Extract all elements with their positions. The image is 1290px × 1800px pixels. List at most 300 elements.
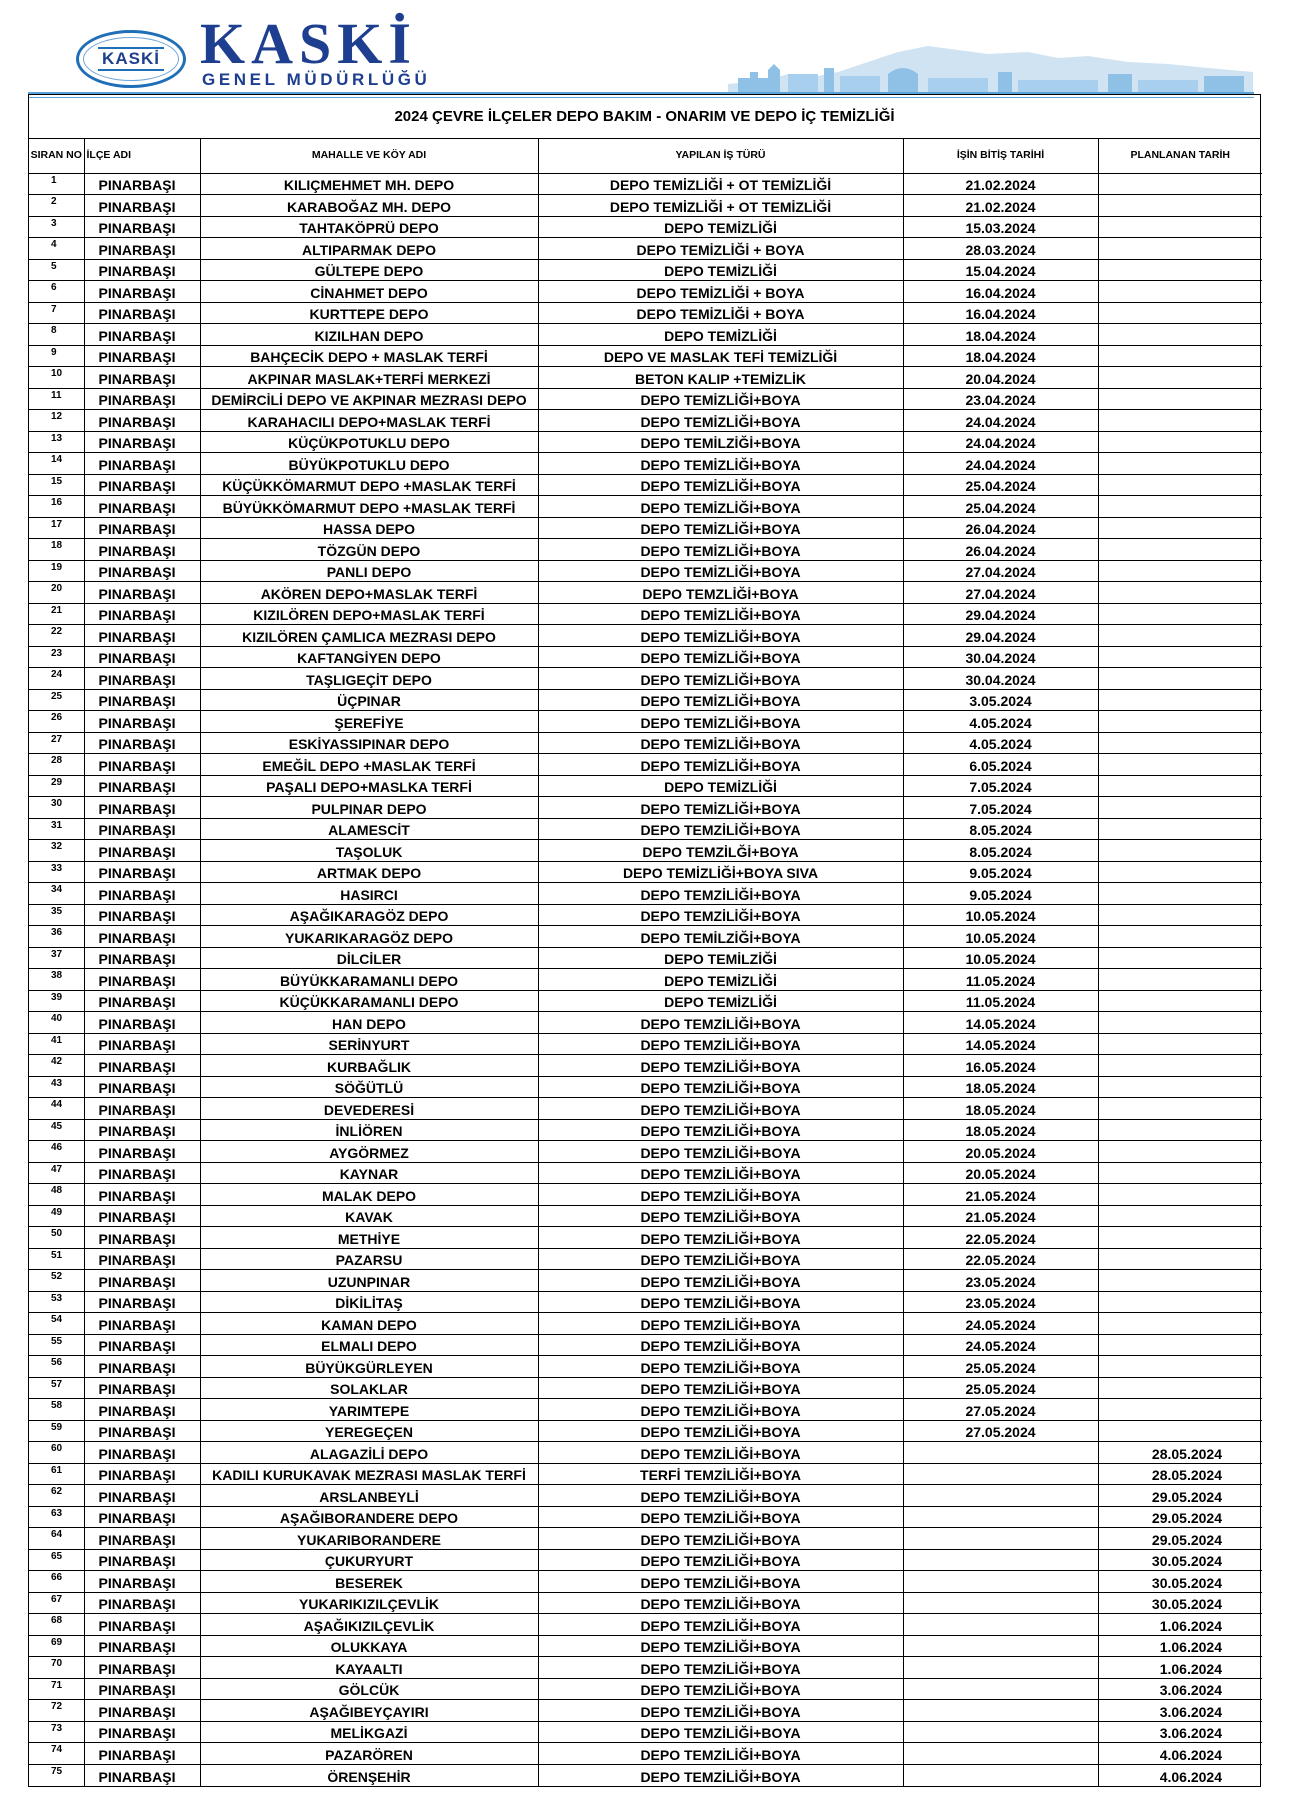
row-is-turu: DEPO TEMZİLİĞİ+BOYA: [538, 1678, 903, 1700]
row-mahalle: AYGÖRMEZ: [200, 1141, 538, 1163]
table-row: [29, 195, 1262, 217]
row-mahalle: AŞAĞIKARAGÖZ DEPO: [200, 904, 538, 926]
row-is-turu: DEPO VE MASLAK TEFİ TEMİZLİĞİ: [538, 345, 903, 367]
row-planlanan-tarih: [1098, 259, 1262, 281]
row-ilce: PINARBAŞI: [84, 453, 200, 475]
row-no: 56: [29, 1356, 84, 1378]
row-bitis-tarihi: 26.04.2024: [903, 539, 1098, 561]
row-is-turu: DEPO TEMZİLİĞİ+BOYA: [538, 1076, 903, 1098]
row-mahalle: HASIRCI: [200, 883, 538, 905]
row-planlanan-tarih: 29.05.2024: [1098, 1485, 1262, 1507]
row-mahalle: KILIÇMEHMET MH. DEPO: [200, 173, 538, 195]
table-row: [29, 1184, 1262, 1206]
row-is-turu: DEPO TEMZİLİĞİ+BOYA: [538, 1721, 903, 1743]
row-bitis-tarihi: 21.02.2024: [903, 173, 1098, 195]
row-no: 40: [29, 1012, 84, 1034]
row-planlanan-tarih: [1098, 754, 1262, 776]
row-ilce: PINARBAŞI: [84, 1076, 200, 1098]
row-planlanan-tarih: 29.05.2024: [1098, 1528, 1262, 1550]
row-planlanan-tarih: [1098, 1334, 1262, 1356]
row-mahalle: TÖZGÜN DEPO: [200, 539, 538, 561]
row-mahalle: AŞAĞIBORANDERE DEPO: [200, 1506, 538, 1528]
row-planlanan-tarih: [1098, 216, 1262, 238]
row-no: 4: [29, 238, 84, 260]
table-row: [29, 1248, 1262, 1270]
row-bitis-tarihi: 20.05.2024: [903, 1162, 1098, 1184]
row-mahalle: HAN DEPO: [200, 1012, 538, 1034]
row-ilce: PINARBAŞI: [84, 582, 200, 604]
row-planlanan-tarih: [1098, 1205, 1262, 1227]
row-bitis-tarihi: 8.05.2024: [903, 840, 1098, 862]
row-bitis-tarihi: 16.05.2024: [903, 1055, 1098, 1077]
row-bitis-tarihi: 26.04.2024: [903, 517, 1098, 539]
row-mahalle: YUKARIKIZILÇEVLİK: [200, 1592, 538, 1614]
row-bitis-tarihi: 10.05.2024: [903, 947, 1098, 969]
row-no: 37: [29, 947, 84, 969]
row-no: 15: [29, 474, 84, 496]
row-no: 28: [29, 754, 84, 776]
row-is-turu: DEPO TEMİZLİĞİ+BOYA: [538, 711, 903, 733]
row-ilce: PINARBAŞI: [84, 689, 200, 711]
row-planlanan-tarih: [1098, 1399, 1262, 1421]
row-mahalle: TAŞLIGEÇİT DEPO: [200, 668, 538, 690]
row-mahalle: BAHÇECİK DEPO + MASLAK TERFİ: [200, 345, 538, 367]
row-is-turu: DEPO TEMZİLİĞİ+BOYA: [538, 1700, 903, 1722]
row-planlanan-tarih: [1098, 732, 1262, 754]
row-no: 65: [29, 1549, 84, 1571]
col-header-planlanan-tarih: PLANLANAN TARİH: [1098, 139, 1262, 173]
row-no: 52: [29, 1270, 84, 1292]
row-planlanan-tarih: [1098, 711, 1262, 733]
row-planlanan-tarih: 28.05.2024: [1098, 1463, 1262, 1485]
row-no: 5: [29, 259, 84, 281]
row-is-turu: DEPO TEMZİLİĞİ+BOYA: [538, 883, 903, 905]
row-no: 66: [29, 1571, 84, 1593]
row-planlanan-tarih: [1098, 969, 1262, 991]
row-ilce: PINARBAŞI: [84, 840, 200, 862]
row-planlanan-tarih: [1098, 625, 1262, 647]
row-planlanan-tarih: [1098, 324, 1262, 346]
row-mahalle: ARTMAK DEPO: [200, 861, 538, 883]
row-ilce: PINARBAŞI: [84, 1549, 200, 1571]
row-is-turu: DEPO TEMZİLİĞİ+BOYA: [538, 1635, 903, 1657]
row-bitis-tarihi: 8.05.2024: [903, 818, 1098, 840]
row-ilce: PINARBAŞI: [84, 195, 200, 217]
row-bitis-tarihi: [903, 1764, 1098, 1786]
table-row: [29, 1098, 1262, 1120]
row-no: 38: [29, 969, 84, 991]
row-no: 39: [29, 990, 84, 1012]
table-row: [29, 1592, 1262, 1614]
row-is-turu: DEPO TEMİZLİĞİ: [538, 775, 903, 797]
row-planlanan-tarih: [1098, 904, 1262, 926]
table-row: [29, 625, 1262, 647]
row-mahalle: ÇUKURYURT: [200, 1549, 538, 1571]
row-bitis-tarihi: 4.05.2024: [903, 732, 1098, 754]
row-ilce: PINARBAŞI: [84, 711, 200, 733]
row-ilce: PINARBAŞI: [84, 345, 200, 367]
row-no: 20: [29, 582, 84, 604]
row-mahalle: PAŞALI DEPO+MASLKA TERFİ: [200, 775, 538, 797]
row-planlanan-tarih: [1098, 1012, 1262, 1034]
row-is-turu: DEPO TEMZİLİĞİ+BOYA: [538, 1012, 903, 1034]
row-mahalle: KÜÇÜKKÖMARMUT DEPO +MASLAK TERFİ: [200, 474, 538, 496]
row-is-turu: DEPO TEMZİLİĞİ+BOYA: [538, 1528, 903, 1550]
document-title: 2024 ÇEVRE İLÇELER DEPO BAKIM - ONARIM VE DEPO İÇ TEMİZLİĞİ: [29, 95, 1260, 139]
row-bitis-tarihi: 24.04.2024: [903, 431, 1098, 453]
table-row: [29, 1506, 1262, 1528]
table-row: [29, 1721, 1262, 1743]
row-mahalle: KAYNAR: [200, 1162, 538, 1184]
row-ilce: PINARBAŞI: [84, 1743, 200, 1765]
table-row: [29, 1377, 1262, 1399]
row-is-turu: DEPO TEMİZLİĞİ+BOYA: [538, 388, 903, 410]
table-row: [29, 947, 1262, 969]
row-planlanan-tarih: [1098, 1313, 1262, 1335]
table-row: [29, 1270, 1262, 1292]
row-planlanan-tarih: 3.06.2024: [1098, 1721, 1262, 1743]
row-ilce: PINARBAŞI: [84, 1205, 200, 1227]
row-no: 25: [29, 689, 84, 711]
row-planlanan-tarih: [1098, 1356, 1262, 1378]
row-is-turu: DEPO TEMİZLİĞİ+BOYA: [538, 797, 903, 819]
row-is-turu: DEPO TEMİZLİĞİ: [538, 216, 903, 238]
row-is-turu: DEPO TEMİZLİĞİ + OT TEMİZLİĞİ: [538, 173, 903, 195]
row-is-turu: DEPO TEMİZLİĞİ + BOYA: [538, 302, 903, 324]
row-no: 35: [29, 904, 84, 926]
row-is-turu: DEPO TEMZİLİĞİ+BOYA: [538, 1743, 903, 1765]
row-planlanan-tarih: [1098, 797, 1262, 819]
row-ilce: PINARBAŞI: [84, 1463, 200, 1485]
row-is-turu: DEPO TEMZİLİĞİ+BOYA: [538, 1313, 903, 1335]
row-is-turu: DEPO TEMZİLĞİ+BOYA: [538, 840, 903, 862]
table-row: [29, 1485, 1262, 1507]
row-bitis-tarihi: 16.04.2024: [903, 302, 1098, 324]
row-no: 29: [29, 775, 84, 797]
row-no: 10: [29, 367, 84, 389]
row-mahalle: HASSA DEPO: [200, 517, 538, 539]
row-bitis-tarihi: 7.05.2024: [903, 797, 1098, 819]
row-planlanan-tarih: [1098, 281, 1262, 303]
table-row: [29, 1549, 1262, 1571]
row-is-turu: DEPO TEMZİLİĞİ+BOYA: [538, 904, 903, 926]
row-ilce: PINARBAŞI: [84, 560, 200, 582]
row-planlanan-tarih: [1098, 388, 1262, 410]
row-no: 30: [29, 797, 84, 819]
row-planlanan-tarih: [1098, 668, 1262, 690]
row-mahalle: KIZILÖREN DEPO+MASLAK TERFİ: [200, 603, 538, 625]
row-mahalle: YEREGEÇEN: [200, 1420, 538, 1442]
row-bitis-tarihi: 20.05.2024: [903, 1141, 1098, 1163]
table-row: [29, 775, 1262, 797]
row-bitis-tarihi: [903, 1528, 1098, 1550]
row-mahalle: KURTTEPE DEPO: [200, 302, 538, 324]
row-bitis-tarihi: 28.03.2024: [903, 238, 1098, 260]
row-planlanan-tarih: [1098, 431, 1262, 453]
row-is-turu: DEPO TEMİZLİĞİ+BOYA: [538, 453, 903, 475]
table-row: [29, 1442, 1262, 1464]
row-ilce: PINARBAŞI: [84, 1506, 200, 1528]
row-ilce: PINARBAŞI: [84, 1334, 200, 1356]
table-row: [29, 1119, 1262, 1141]
row-ilce: PINARBAŞI: [84, 324, 200, 346]
table-row: [29, 324, 1262, 346]
row-planlanan-tarih: [1098, 1119, 1262, 1141]
row-mahalle: YUKARIKARAGÖZ DEPO: [200, 926, 538, 948]
row-bitis-tarihi: 24.04.2024: [903, 453, 1098, 475]
row-no: 50: [29, 1227, 84, 1249]
row-bitis-tarihi: 15.03.2024: [903, 216, 1098, 238]
row-mahalle: KARABOĞAZ MH. DEPO: [200, 195, 538, 217]
table-row: [29, 560, 1262, 582]
city-skyline-graphic: [728, 44, 1253, 92]
table-row: [29, 840, 1262, 862]
seal-ring: [83, 37, 179, 81]
row-no: 73: [29, 1721, 84, 1743]
row-ilce: PINARBAŞI: [84, 1377, 200, 1399]
table-row: [29, 410, 1262, 432]
row-is-turu: DEPO TEMİZLİĞİ+BOYA: [538, 625, 903, 647]
row-no: 36: [29, 926, 84, 948]
row-is-turu: TERFİ TEMZİLİĞİ+BOYA: [538, 1463, 903, 1485]
row-no: 55: [29, 1334, 84, 1356]
row-is-turu: DEPO TEMİZLİĞİ+BOYA: [538, 646, 903, 668]
row-mahalle: AŞAĞIBEYÇAYIRI: [200, 1700, 538, 1722]
row-ilce: PINARBAŞI: [84, 1528, 200, 1550]
row-bitis-tarihi: 25.05.2024: [903, 1377, 1098, 1399]
row-is-turu: DEPO TEMZLİĞİ+BOYA: [538, 582, 903, 604]
row-no: 63: [29, 1506, 84, 1528]
row-mahalle: GÖLCÜK: [200, 1678, 538, 1700]
row-no: 49: [29, 1205, 84, 1227]
table-row: [29, 388, 1262, 410]
table-row: [29, 1700, 1262, 1722]
row-mahalle: YUKARIBORANDERE: [200, 1528, 538, 1550]
row-no: 42: [29, 1055, 84, 1077]
row-mahalle: KARAHACILI DEPO+MASLAK TERFİ: [200, 410, 538, 432]
row-bitis-tarihi: 30.04.2024: [903, 646, 1098, 668]
row-planlanan-tarih: [1098, 539, 1262, 561]
table-row: [29, 367, 1262, 389]
table-row: [29, 1334, 1262, 1356]
row-bitis-tarihi: 22.05.2024: [903, 1227, 1098, 1249]
row-mahalle: BESEREK: [200, 1571, 538, 1593]
table-row: [29, 1764, 1262, 1786]
row-ilce: PINARBAŞI: [84, 216, 200, 238]
col-header-is-turu: YAPILAN İŞ TÜRÜ: [538, 139, 903, 173]
row-ilce: PINARBAŞI: [84, 410, 200, 432]
row-bitis-tarihi: 9.05.2024: [903, 883, 1098, 905]
row-planlanan-tarih: 30.05.2024: [1098, 1592, 1262, 1614]
table-row: [29, 646, 1262, 668]
row-bitis-tarihi: [903, 1549, 1098, 1571]
row-mahalle: UZUNPINAR: [200, 1270, 538, 1292]
logo-sub-text: GENEL MÜDÜRLÜĞÜ: [202, 70, 431, 89]
row-no: 43: [29, 1076, 84, 1098]
row-ilce: PINARBAŞI: [84, 947, 200, 969]
row-no: 33: [29, 861, 84, 883]
row-no: 70: [29, 1657, 84, 1679]
row-planlanan-tarih: 29.05.2024: [1098, 1506, 1262, 1528]
row-bitis-tarihi: [903, 1657, 1098, 1679]
row-no: 13: [29, 431, 84, 453]
table-row: [29, 517, 1262, 539]
row-mahalle: KAMAN DEPO: [200, 1313, 538, 1335]
table-row: [29, 969, 1262, 991]
table-row: [29, 861, 1262, 883]
maintenance-table: [28, 94, 1261, 1787]
row-mahalle: AKÖREN DEPO+MASLAK TERFİ: [200, 582, 538, 604]
row-ilce: PINARBAŞI: [84, 1700, 200, 1722]
row-is-turu: DEPO TEMİLZİĞİ+BOYA: [538, 431, 903, 453]
row-is-turu: DEPO TEMZİLİĞİ+BOYA: [538, 1270, 903, 1292]
row-is-turu: DEPO TEMZİLİĞİ+BOYA: [538, 1571, 903, 1593]
row-is-turu: DEPO TEMZİLİĞİ+BOYA: [538, 1205, 903, 1227]
row-no: 45: [29, 1119, 84, 1141]
row-no: 46: [29, 1141, 84, 1163]
row-planlanan-tarih: [1098, 840, 1262, 862]
row-is-turu: DEPO TEMZİLİĞİ+BOYA: [538, 1184, 903, 1206]
row-mahalle: SOLAKLAR: [200, 1377, 538, 1399]
row-planlanan-tarih: [1098, 496, 1262, 518]
row-ilce: PINARBAŞI: [84, 1055, 200, 1077]
row-planlanan-tarih: [1098, 1055, 1262, 1077]
row-is-turu: DEPO TEMZİLİĞİ+BOYA: [538, 1485, 903, 1507]
table-row: [29, 1055, 1262, 1077]
table-row: [29, 1743, 1262, 1765]
row-is-turu: DEPO TEMİLZİĞİ: [538, 947, 903, 969]
row-mahalle: ESKİYASSIPINAR DEPO: [200, 732, 538, 754]
row-bitis-tarihi: 15.04.2024: [903, 259, 1098, 281]
table-row: [29, 496, 1262, 518]
row-mahalle: ALAGAZİLİ DEPO: [200, 1442, 538, 1464]
row-is-turu: DEPO TEMİZLİĞİ+BOYA: [538, 560, 903, 582]
row-is-turu: DEPO TEMZİLİĞİ+BOYA: [538, 1248, 903, 1270]
row-bitis-tarihi: [903, 1485, 1098, 1507]
row-ilce: PINARBAŞI: [84, 1248, 200, 1270]
row-planlanan-tarih: [1098, 410, 1262, 432]
row-ilce: PINARBAŞI: [84, 1270, 200, 1292]
row-bitis-tarihi: 18.05.2024: [903, 1119, 1098, 1141]
row-mahalle: BÜYÜKPOTUKLU DEPO: [200, 453, 538, 475]
work-schedule-table: [29, 139, 1262, 1786]
row-bitis-tarihi: [903, 1592, 1098, 1614]
row-is-turu: DEPO TEMİLZİĞİ+BOYA: [538, 926, 903, 948]
table-row: [29, 689, 1262, 711]
table-row: [29, 582, 1262, 604]
row-ilce: PINARBAŞI: [84, 1614, 200, 1636]
row-mahalle: ÜÇPINAR: [200, 689, 538, 711]
seal-text: KASKİ: [98, 47, 164, 71]
row-mahalle: BÜYÜKKÖMARMUT DEPO +MASLAK TERFİ: [200, 496, 538, 518]
row-no: 60: [29, 1442, 84, 1464]
row-planlanan-tarih: [1098, 474, 1262, 496]
row-ilce: PINARBAŞI: [84, 969, 200, 991]
row-ilce: PINARBAŞI: [84, 883, 200, 905]
row-no: 7: [29, 302, 84, 324]
row-planlanan-tarih: [1098, 560, 1262, 582]
row-mahalle: YARIMTEPE: [200, 1399, 538, 1421]
row-bitis-tarihi: 23.04.2024: [903, 388, 1098, 410]
row-ilce: PINARBAŞI: [84, 1764, 200, 1786]
row-planlanan-tarih: 1.06.2024: [1098, 1635, 1262, 1657]
col-header-no: SIRAN NO: [29, 139, 84, 173]
row-bitis-tarihi: 11.05.2024: [903, 990, 1098, 1012]
row-planlanan-tarih: 30.05.2024: [1098, 1571, 1262, 1593]
table-header-row: [29, 139, 1262, 173]
row-mahalle: ŞEREFİYE: [200, 711, 538, 733]
row-bitis-tarihi: 27.05.2024: [903, 1399, 1098, 1421]
row-mahalle: KAFTANGİYEN DEPO: [200, 646, 538, 668]
row-no: 27: [29, 732, 84, 754]
table-row: [29, 1571, 1262, 1593]
row-planlanan-tarih: [1098, 1098, 1262, 1120]
table-row: [29, 1399, 1262, 1421]
row-is-turu: DEPO TEMİZLİĞİ + BOYA: [538, 238, 903, 260]
row-ilce: PINARBAŞI: [84, 388, 200, 410]
row-ilce: PINARBAŞI: [84, 1098, 200, 1120]
row-is-turu: DEPO TEMİZLİĞİ+BOYA SIVA: [538, 861, 903, 883]
row-bitis-tarihi: 21.02.2024: [903, 195, 1098, 217]
row-planlanan-tarih: 4.06.2024: [1098, 1743, 1262, 1765]
row-ilce: PINARBAŞI: [84, 797, 200, 819]
table-row: [29, 281, 1262, 303]
row-bitis-tarihi: 27.04.2024: [903, 560, 1098, 582]
table-row: [29, 216, 1262, 238]
row-planlanan-tarih: 1.06.2024: [1098, 1614, 1262, 1636]
row-no: 14: [29, 453, 84, 475]
row-ilce: PINARBAŞI: [84, 732, 200, 754]
row-is-turu: DEPO TEMİZLİĞİ+BOYA: [538, 603, 903, 625]
row-ilce: PINARBAŞI: [84, 1442, 200, 1464]
row-no: 62: [29, 1485, 84, 1507]
row-mahalle: ARSLANBEYLİ: [200, 1485, 538, 1507]
row-is-turu: DEPO TEMİZLİĞİ + BOYA: [538, 281, 903, 303]
table-row: [29, 668, 1262, 690]
row-mahalle: DİKİLİTAŞ: [200, 1291, 538, 1313]
row-no: 23: [29, 646, 84, 668]
table-row: [29, 1162, 1262, 1184]
row-planlanan-tarih: [1098, 195, 1262, 217]
row-ilce: PINARBAŞI: [84, 281, 200, 303]
row-no: 74: [29, 1743, 84, 1765]
row-mahalle: AŞAĞIKIZILÇEVLİK: [200, 1614, 538, 1636]
row-no: 59: [29, 1420, 84, 1442]
row-no: 2: [29, 195, 84, 217]
row-no: 67: [29, 1592, 84, 1614]
row-bitis-tarihi: 21.05.2024: [903, 1184, 1098, 1206]
row-ilce: PINARBAŞI: [84, 1119, 200, 1141]
row-bitis-tarihi: [903, 1635, 1098, 1657]
row-no: 32: [29, 840, 84, 862]
row-mahalle: MALAK DEPO: [200, 1184, 538, 1206]
row-ilce: PINARBAŞI: [84, 1162, 200, 1184]
row-ilce: PINARBAŞI: [84, 259, 200, 281]
table-row: [29, 1356, 1262, 1378]
row-mahalle: BÜYÜKKARAMANLI DEPO: [200, 969, 538, 991]
row-mahalle: ÖRENŞEHİR: [200, 1764, 538, 1786]
row-planlanan-tarih: 30.05.2024: [1098, 1549, 1262, 1571]
table-row: [29, 754, 1262, 776]
row-planlanan-tarih: [1098, 1377, 1262, 1399]
row-mahalle: DİLCİLER: [200, 947, 538, 969]
row-bitis-tarihi: 14.05.2024: [903, 1033, 1098, 1055]
table-row: [29, 453, 1262, 475]
row-mahalle: GÜLTEPE DEPO: [200, 259, 538, 281]
row-mahalle: KÜÇÜKKARAMANLI DEPO: [200, 990, 538, 1012]
row-ilce: PINARBAŞI: [84, 1571, 200, 1593]
row-no: 61: [29, 1463, 84, 1485]
